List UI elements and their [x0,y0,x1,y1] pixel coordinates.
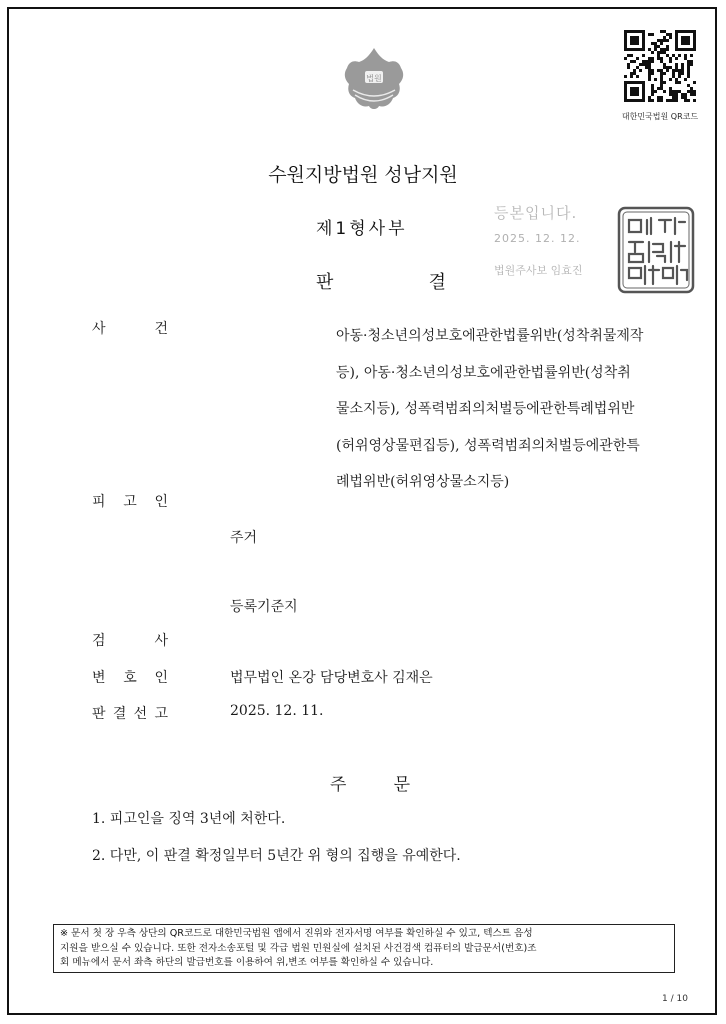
judgment-title [316,268,446,294]
registration-label: 등록기준지 [230,599,298,615]
court-emblem-icon [339,44,409,114]
defendant-label [92,491,168,511]
case-line: 례법위반(허위영상물소지등) [336,474,510,490]
case-line: 물소지등), 성폭력범죄의처벌등에관한특례법위반 [336,401,635,417]
prosecutor-label [92,630,168,650]
notice-line: ※ 문서 첫 장 우측 상단의 QR코드로 대한민국법원 앱에서 진위와 전자서명 여부를 확인하실 수 있고, 텍스트 음성 [60,928,533,939]
defendant-label-char: 인 [154,494,168,510]
defendant-label-char: 피 [92,494,106,510]
defendant-label-char: 고 [123,494,137,510]
page-number: 1 / 10 [662,994,688,1004]
order-item: 1. 피고인을 징역 3년에 처한다. [92,811,286,827]
counsel-label-char: 인 [154,670,168,686]
case-line: (허위영상물편집등), 성폭력범죄의처벌등에관한특 [336,437,640,454]
certified-date: 2025. 12. 12. [494,232,581,245]
verification-notice [53,924,675,973]
division-name: 제1형사부 [316,219,408,239]
qr-caption: 대한민국법원 QR코드 [621,112,699,121]
certified-copy-text: 등본입니다. [494,204,578,222]
sentencing-label [92,703,168,723]
address-label: 주거 [230,530,258,546]
official-seal-icon [617,206,695,294]
sentencing-label-char: 고 [154,706,168,722]
case-line: 등), 아동·청소년의성보호에관한법률위반(성착취 [336,364,631,381]
judgment-title-char: 판 [316,272,334,293]
sentencing-label-char: 판 [92,706,106,722]
case-description [336,318,686,501]
case-line: 아동·청소년의성보호에관한법률위반(성착취물제작 [336,328,644,344]
case-label-char: 건 [154,321,168,337]
counsel-label-char: 호 [123,670,137,686]
order-title [330,770,410,795]
sentencing-label-char: 결 [112,706,127,722]
notice-line: 지원을 받으실 수 있습니다. 또한 전자소송포털 및 각급 법원 민원실에 설치된 사건검색 컴퓨터의 발급문서(번호)조 [60,942,537,954]
qr-code-icon[interactable] [624,30,696,102]
counsel-label [92,667,168,687]
notice-line: 회 메뉴에서 문서 좌측 하단의 발급번호를 이용하여 위,변조 여부를 확인하실 수 있습니다. [60,957,434,968]
prosecutor-label-char: 사 [154,633,168,649]
order-title-char: 주 [330,775,347,795]
counsel-value: 법무법인 온강 담당변호사 김재은 [230,670,433,686]
order-title-char: 문 [393,775,410,795]
court-name: 수원지방법원 성남지원 [268,164,458,186]
case-label [92,318,168,338]
emblem-text: 법원 [366,74,382,83]
counsel-label-char: 변 [92,670,106,686]
order-item: 2. 다만, 이 판결 확정일부터 5년간 위 형의 집행을 유예한다. [92,848,461,864]
sentencing-label-char: 선 [133,706,148,722]
case-label-char: 사 [92,321,106,337]
sentencing-date: 2025. 12. 11. [230,703,324,719]
prosecutor-label-char: 검 [92,633,106,649]
judgment-title-char: 결 [428,272,446,293]
certifying-clerk: 법원주사보 임효진 [494,264,583,277]
